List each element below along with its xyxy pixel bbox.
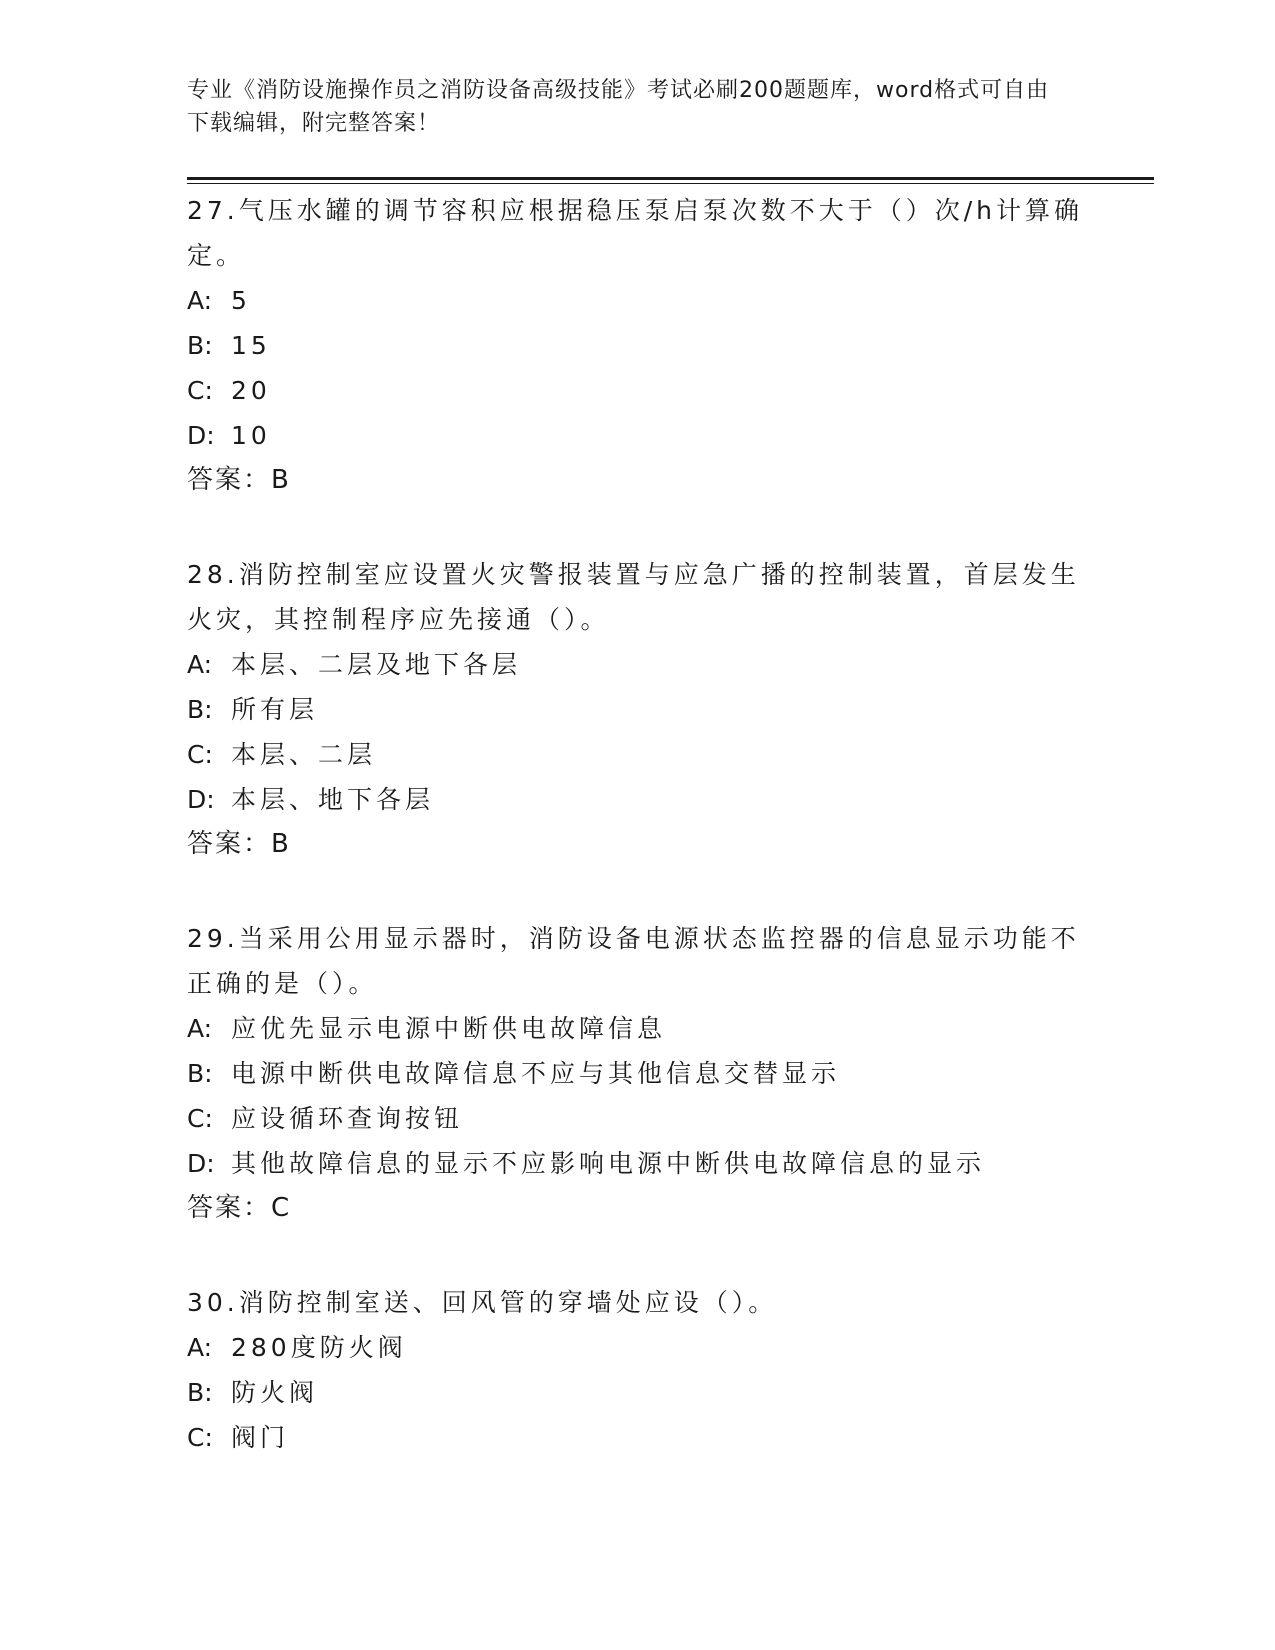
option-d: [187, 777, 1087, 822]
option-b: [187, 323, 1087, 368]
question-29: [187, 916, 1087, 1231]
question-stem: 29.当采用公用显示器时，消防设备电源状态监控器的信息显示功能不正确的是（）。: [187, 924, 1080, 998]
option-c: [187, 368, 1087, 413]
option-b: [187, 1051, 1087, 1096]
option-c: [187, 1096, 1087, 1141]
option-b: [187, 1370, 1087, 1415]
option-c: [187, 1415, 1087, 1460]
option-letter: B:: [187, 1378, 213, 1407]
option-a: [187, 1325, 1087, 1370]
option-text: 本层、地下各层: [231, 785, 435, 814]
question-28: [187, 552, 1087, 867]
question-stem: 30.消防控制室送、回风管的穿墙处应设（）。: [187, 1288, 778, 1317]
option-text: 20: [231, 376, 271, 405]
option-text: 电源中断供电故障信息不应与其他信息交替显示: [231, 1059, 841, 1088]
option-text: 阀门: [231, 1423, 290, 1452]
option-letter: D:: [187, 785, 215, 814]
option-letter: D:: [187, 421, 215, 450]
option-text: 应设循环查询按钮: [231, 1104, 464, 1133]
document-intro: 专业《消防设施操作员之消防设备高级技能》考试必刷200题题库，word格式可自由下载编辑，附完整答案！: [187, 78, 1050, 136]
option-text: 15: [231, 331, 271, 360]
answer: 答案：B: [187, 465, 291, 495]
option-d: [187, 1141, 1087, 1186]
header-divider-thick: [187, 177, 1154, 180]
answer: 答案：C: [187, 1193, 292, 1223]
option-letter: C:: [187, 376, 213, 405]
header-divider-thin: [187, 183, 1154, 184]
option-letter: A:: [187, 650, 213, 679]
option-a: [187, 278, 1087, 323]
option-text: 其他故障信息的显示不应影响电源中断供电故障信息的显示: [231, 1149, 986, 1178]
option-c: [187, 732, 1087, 777]
option-a: [187, 642, 1087, 687]
option-b: [187, 687, 1087, 732]
option-text: 10: [231, 421, 271, 450]
option-text: 防火阀: [231, 1378, 319, 1407]
option-letter: D:: [187, 1149, 215, 1178]
option-letter: C:: [187, 1423, 213, 1452]
option-letter: A:: [187, 286, 213, 315]
option-a: [187, 1006, 1087, 1051]
answer: 答案：B: [187, 829, 291, 859]
question-stem: 28.消防控制室应设置火灾警报装置与应急广播的控制装置，首层发生火灾，其控制程序应先接通（）。: [187, 560, 1080, 634]
option-text: 所有层: [231, 695, 319, 724]
question-30: [187, 1280, 1087, 1460]
option-letter: A:: [187, 1014, 213, 1043]
option-text: 5: [231, 286, 251, 315]
option-text: 本层、二层及地下各层: [231, 650, 522, 679]
option-letter: B:: [187, 695, 213, 724]
option-letter: A:: [187, 1333, 213, 1362]
option-text: 280度防火阀: [231, 1333, 407, 1362]
option-d: [187, 413, 1087, 458]
option-letter: C:: [187, 740, 213, 769]
option-text: 应优先显示电源中断供电故障信息: [231, 1014, 667, 1043]
option-text: 本层、二层: [231, 740, 377, 769]
question-27: [187, 188, 1087, 503]
option-letter: B:: [187, 331, 213, 360]
option-letter: B:: [187, 1059, 213, 1088]
option-letter: C:: [187, 1104, 213, 1133]
question-stem: 27.气压水罐的调节容积应根据稳压泵启泵次数不大于（）次/h计算确定。: [187, 196, 1084, 270]
